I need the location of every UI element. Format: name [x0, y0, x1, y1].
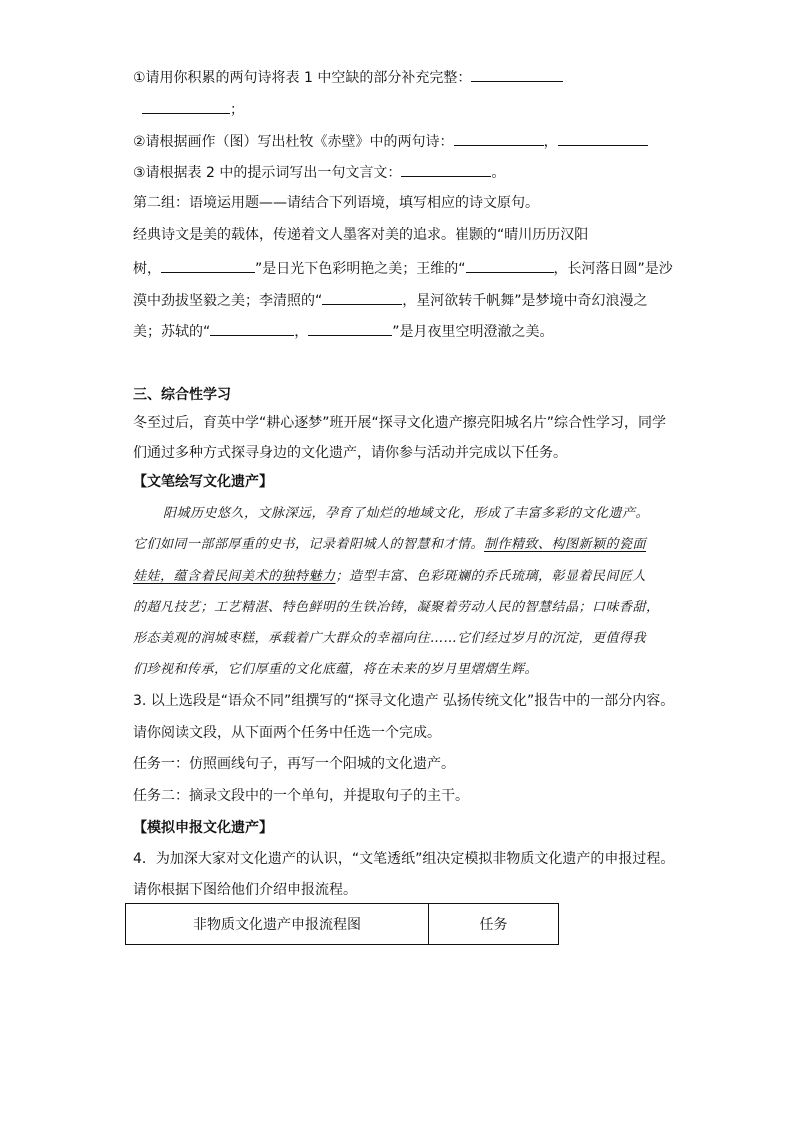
- underlined-sentence: 制作精致、构图新颖的瓷面: [484, 537, 647, 552]
- question-1-line-2: [142, 98, 244, 120]
- answer-blank[interactable]: [454, 130, 544, 146]
- answer-blank[interactable]: [142, 98, 230, 114]
- question-4-stem: 4．为加深大家对文化遗产的认识，“文笔透纸”组决定模拟非物质文化遗产的申报过程。: [133, 851, 675, 867]
- punctuation: 。: [491, 165, 506, 181]
- question-2-text: ②请根据画作（图）写出杜牧《赤壁》中的两句诗：: [133, 134, 454, 150]
- group-2-paragraph-line: 美；苏轼的“ ， ”是月夜里空明澄澈之美。: [133, 320, 554, 342]
- answer-blank[interactable]: [401, 161, 491, 177]
- passage-line: 娃娃，蕴含着民间美术的独特魅力；造型丰富、色彩斑斓的乔氏琉璃，彰显着民间匠人: [133, 569, 647, 584]
- answer-blank[interactable]: [161, 257, 255, 273]
- passage-line: 的超凡技艺；工艺精湛、特色鲜明的生铁冶铸，凝聚着劳动人民的智慧结晶；口味香甜，: [133, 600, 660, 615]
- passage-line: 形态美观的润城枣糕，承载着广大群众的幸福向往……它们经过岁月的沉淀，更值得我: [133, 631, 647, 646]
- passage-line: 它们如同一部部厚重的史书，记录着阳城人的智慧和才情。制作精致、构图新颖的瓷面: [133, 537, 647, 552]
- group-2-paragraph-line: 漠中劲拔坚毅之美；李清照的“ ，星河欲转千帆舞”是梦境中奇幻浪漫之: [133, 289, 648, 311]
- table-row: [126, 904, 559, 945]
- group-2-title: 第二组：语境运用题——请结合下列语境，填写相应的诗文原句。: [133, 195, 539, 211]
- subsection-heading: 【模拟申报文化遗产】: [133, 820, 273, 836]
- section-3-intro-line: 冬至过后，育英中学“耕心逐梦”班开展“探寻文化遗产擦亮阳城名片”综合性学习，同学: [133, 415, 667, 431]
- underlined-sentence: 娃娃，蕴含着民间美术的独特魅力: [133, 569, 336, 584]
- flowchart-table: [125, 903, 559, 945]
- passage-line: 们珍视和传承，它们厚重的文化底蕴，将在未来的岁月里熠熠生辉。: [133, 662, 539, 677]
- question-4-stem: 请你根据下图给他们介绍申报流程。: [133, 882, 357, 898]
- question-1-line: [133, 66, 563, 88]
- task-1: 任务一：仿照画线句子，再写一个阳城的文化遗产。: [133, 756, 455, 772]
- question-3-stem: 请你阅读文段，从下面两个任务中任选一个完成。: [133, 725, 441, 741]
- question-3-line: [133, 161, 505, 183]
- section-3-heading: 三、综合性学习: [133, 387, 231, 403]
- answer-blank[interactable]: [466, 257, 554, 273]
- table-header-task: 任务: [429, 904, 559, 945]
- answer-blank[interactable]: [558, 130, 648, 146]
- question-2-line: [133, 130, 648, 152]
- question-3-text: ③请根据表 2 中的提示词写出一句文言文：: [133, 165, 402, 181]
- passage-line: 阳城历史悠久，文脉深远，孕育了灿烂的地域文化，形成了丰富多彩的文化遗产。: [163, 506, 650, 521]
- answer-blank[interactable]: [210, 320, 294, 336]
- table-header-flowchart: 非物质文化遗产申报流程图: [126, 904, 429, 945]
- answer-blank[interactable]: [308, 320, 392, 336]
- answer-blank[interactable]: [471, 66, 563, 82]
- punctuation: ，: [543, 134, 558, 150]
- task-2: 任务二：摘录文段中的一个单句，并提取句子的主干。: [133, 788, 469, 804]
- group-2-paragraph-line: 树， ”是日光下色彩明艳之美；王维的“ ，长河落日圆”是沙: [133, 257, 673, 279]
- question-3-stem: 3. 以上选段是“语众不同”组撰写的“探寻文化遗产 弘扬传统文化”报告中的一部分内容。: [133, 693, 675, 709]
- group-2-paragraph-line: 经典诗文是美的载体，传递着文人墨客对美的追求。崔颢的“晴川历历汉阳: [133, 227, 589, 243]
- section-3-intro-line: 们通过多种方式探寻身边的文化遗产，请你参与活动并完成以下任务。: [133, 445, 567, 461]
- punctuation: ；: [230, 102, 244, 118]
- subsection-heading: 【文笔绘写文化遗产】: [133, 474, 273, 490]
- answer-blank[interactable]: [322, 289, 402, 305]
- question-1-text: ①请用你积累的两句诗将表 1 中空缺的部分补充完整：: [133, 70, 472, 86]
